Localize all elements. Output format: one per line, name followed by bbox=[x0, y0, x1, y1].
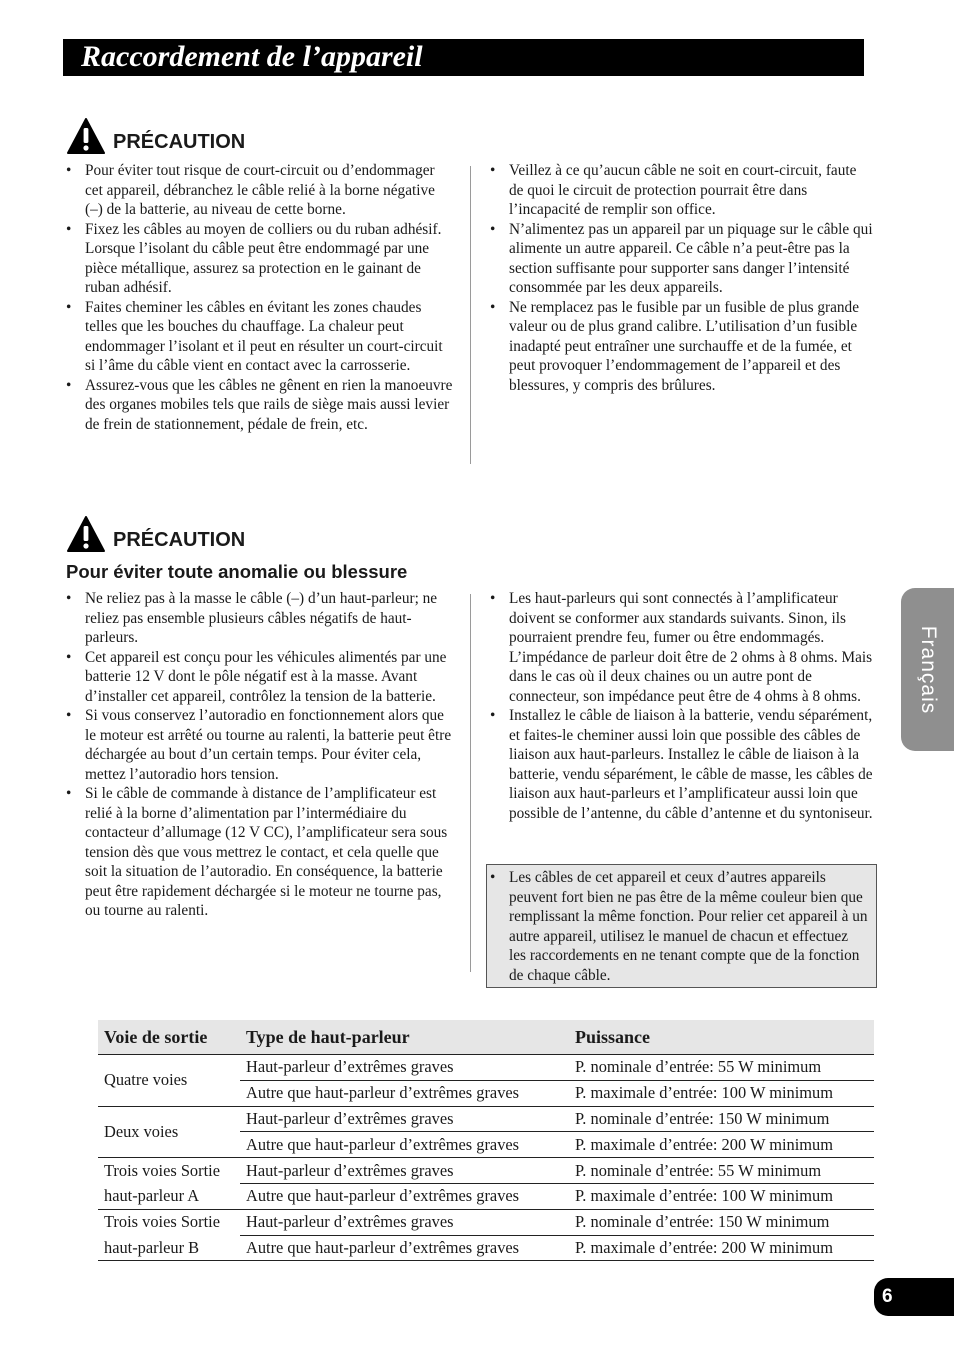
voie-cell-line1: Trois voies Sortie bbox=[98, 1209, 240, 1235]
caution-label: PRÉCAUTION bbox=[113, 529, 246, 551]
type-cell: Haut-parleur d’extrêmes graves bbox=[240, 1209, 569, 1235]
table-header-row bbox=[98, 1020, 874, 1055]
col-header-voie: Voie de sortie bbox=[98, 1020, 240, 1055]
list-item: • Ne remplacez pas le fusible par un fusible de plus grande valeur ou de plus grand calibre. L’utilisation d’un fusible inadapté peut entraîner une surchauffe et de la fumée, et peut provoquer l’endommagement de l’appareil et des blessures, y compris des brûlures. bbox=[490, 298, 874, 396]
caution1-right-column bbox=[490, 161, 874, 395]
power-cell: P. maximale d’entrée: 100 W minimum bbox=[569, 1183, 874, 1209]
list-item: • Si vous conservez l’autoradio en fonctionnement alors que le moteur est arrêté ou tourne au ralenti, la batterie peut être déchargée au bout d’un certain temps. Pour éviter cela, mettez l’autoradio hors tension. bbox=[66, 706, 456, 784]
col-header-type: Type de haut-parleur bbox=[240, 1020, 569, 1055]
power-cell: P. maximale d’entrée: 200 W minimum bbox=[569, 1235, 874, 1261]
column-divider bbox=[470, 166, 471, 464]
type-cell: Autre que haut-parleur d’extrêmes graves bbox=[240, 1183, 569, 1209]
warning-triangle-icon bbox=[66, 515, 106, 553]
power-cell: P. nominale d’entrée: 55 W minimum bbox=[569, 1055, 874, 1081]
list-item: • Pour éviter tout risque de court-circuit ou d’endommager cet appareil, débranchez le câble relié à la borne négative (–) de la batterie, au niveau de cette borne. bbox=[66, 161, 456, 220]
list-item: • Assurez-vous que les câbles ne gênent en rien la manoeuvre des organes mobiles tels que rails de siège mais aussi levier de frein de stationnement, pédale de frein, etc. bbox=[66, 376, 456, 435]
list-item: • Installez le câble de liaison à la batterie, vendu séparément, et faites-le cheminer aussi loin que possible des câbles de liaison aux haut-parleurs. Installez le câble de liaison à la batterie, vendu séparément, le câble de masse, les câbles de liaison aux haut-parleurs et l’amplificateur aussi loin que possible de l’antenne, du câble d’antenne et du syntoniseur. bbox=[490, 706, 874, 823]
note-box bbox=[486, 864, 877, 988]
voie-cell-line1: Trois voies Sortie bbox=[98, 1158, 240, 1184]
table-row bbox=[98, 1106, 874, 1132]
caution2-left-column bbox=[66, 589, 456, 921]
power-cell: P. maximale d’entrée: 200 W minimum bbox=[569, 1132, 874, 1158]
list-item: • Fixez les câbles au moyen de colliers ou du ruban adhésif. Lorsque l’isolant du câble peut être endommagé par une pièce métallique, assurez sa protection en le gainant de ruban adhésif. bbox=[66, 220, 456, 298]
voie-cell: Deux voies bbox=[98, 1106, 240, 1158]
col-header-puissance: Puissance bbox=[569, 1020, 874, 1055]
caution-subheading: Pour éviter toute anomalie ou blessure bbox=[66, 561, 408, 582]
caution2-right-column bbox=[490, 589, 874, 823]
power-cell: P. maximale d’entrée: 100 W minimum bbox=[569, 1080, 874, 1106]
voie-cell: Quatre voies bbox=[98, 1055, 240, 1107]
column-divider bbox=[470, 594, 471, 972]
list-item: • Les haut-parleurs qui sont connectés à l’amplificateur doivent se conformer aux standards suivants. Sinon, ils pourraient prendre feu, fumer ou être endommagés. L’impédance de parleur doit être de 2 ohms à 8 ohms. Mais dans le cas où il deux chaines ou un autre pont de connecteur, son impédance peut être de 4 ohms à 8 ohms. bbox=[490, 589, 874, 706]
list-item: • Veillez à ce qu’aucun câble ne soit en court-circuit, faute de quoi le circuit de protection pourrait être dans l’incapacité de remplir son office. bbox=[490, 161, 874, 220]
type-cell: Haut-parleur d’extrêmes graves bbox=[240, 1158, 569, 1184]
caution1-left-column bbox=[66, 161, 456, 434]
type-cell: Haut-parleur d’extrêmes graves bbox=[240, 1106, 569, 1132]
power-cell: P. nominale d’entrée: 150 W minimum bbox=[569, 1106, 874, 1132]
power-cell: P. nominale d’entrée: 150 W minimum bbox=[569, 1209, 874, 1235]
note-text: • Les câbles de cet appareil et ceux d’autres appareils peuvent fort bien ne pas être de la même couleur bien que remplissant la même fonction. Pour relier cet appareil à un autre appareil, utilisez le manuel de chacun et effectuez les raccordements en ne tenant compte que de la fonction de chaque câble. bbox=[490, 868, 868, 985]
list-item: • N’alimentez pas un appareil par un piquage sur le câble qui alimente un autre appareil. Ce câble n’a peut-être pas la section suffisante pour supporter sans danger l’intensité consommée par les deux appareils. bbox=[490, 220, 874, 298]
page-title: Raccordement de l’appareil bbox=[81, 40, 423, 73]
type-cell: Haut-parleur d’extrêmes graves bbox=[240, 1055, 569, 1081]
language-tab bbox=[901, 588, 954, 751]
list-item: • Faites cheminer les câbles en évitant les zones chaudes telles que les bouches du chauffage. La chaleur peut endommager l’isolant et il peut en résulter un court-circuit si l’âme du câble vient en contact avec la carrosserie. bbox=[66, 298, 456, 376]
type-cell: Autre que haut-parleur d’extrêmes graves bbox=[240, 1235, 569, 1261]
table-row bbox=[98, 1209, 874, 1235]
list-item: • Cet appareil est conçu pour les véhicules alimentés par une batterie 12 V dont le pôle négatif est à la masse. Avant d’installer cet appareil, contrôlez la tension de la batterie. bbox=[66, 648, 456, 707]
table-row bbox=[98, 1055, 874, 1081]
speaker-spec-table bbox=[98, 1020, 874, 1261]
type-cell: Autre que haut-parleur d’extrêmes graves bbox=[240, 1080, 569, 1106]
language-tab-label: Français bbox=[916, 625, 940, 714]
voie-cell-line2: haut-parleur A bbox=[104, 1186, 200, 1206]
caution-label: PRÉCAUTION bbox=[113, 131, 246, 153]
page-number: 6 bbox=[874, 1278, 954, 1316]
warning-triangle-icon bbox=[66, 117, 106, 155]
list-item: • Ne reliez pas à la masse le câble (–) d’un haut-parleur; ne reliez pas ensemble plusieurs câbles négatifs de haut-parleurs. bbox=[66, 589, 456, 648]
list-item: • Si le câble de commande à distance de l’amplificateur est relié à la borne d’alimentation par l’intermédiaire du contacteur d’allumage (12 V CC), l’amplificateur sera sous tension dès que vous mettrez le contact, et cela quelle que soit la situation de l’autoradio. En conséquence, la batterie peut être rapidement déchargée si le moteur ne tourne pas, ou tourne au ralenti. bbox=[66, 784, 456, 921]
table-row bbox=[98, 1235, 874, 1261]
type-cell: Autre que haut-parleur d’extrêmes graves bbox=[240, 1132, 569, 1158]
table-row bbox=[98, 1183, 874, 1209]
power-cell: P. nominale d’entrée: 55 W minimum bbox=[569, 1158, 874, 1184]
table-row bbox=[98, 1158, 874, 1184]
voie-cell-line2: haut-parleur B bbox=[98, 1235, 240, 1261]
title-bar bbox=[63, 39, 864, 76]
